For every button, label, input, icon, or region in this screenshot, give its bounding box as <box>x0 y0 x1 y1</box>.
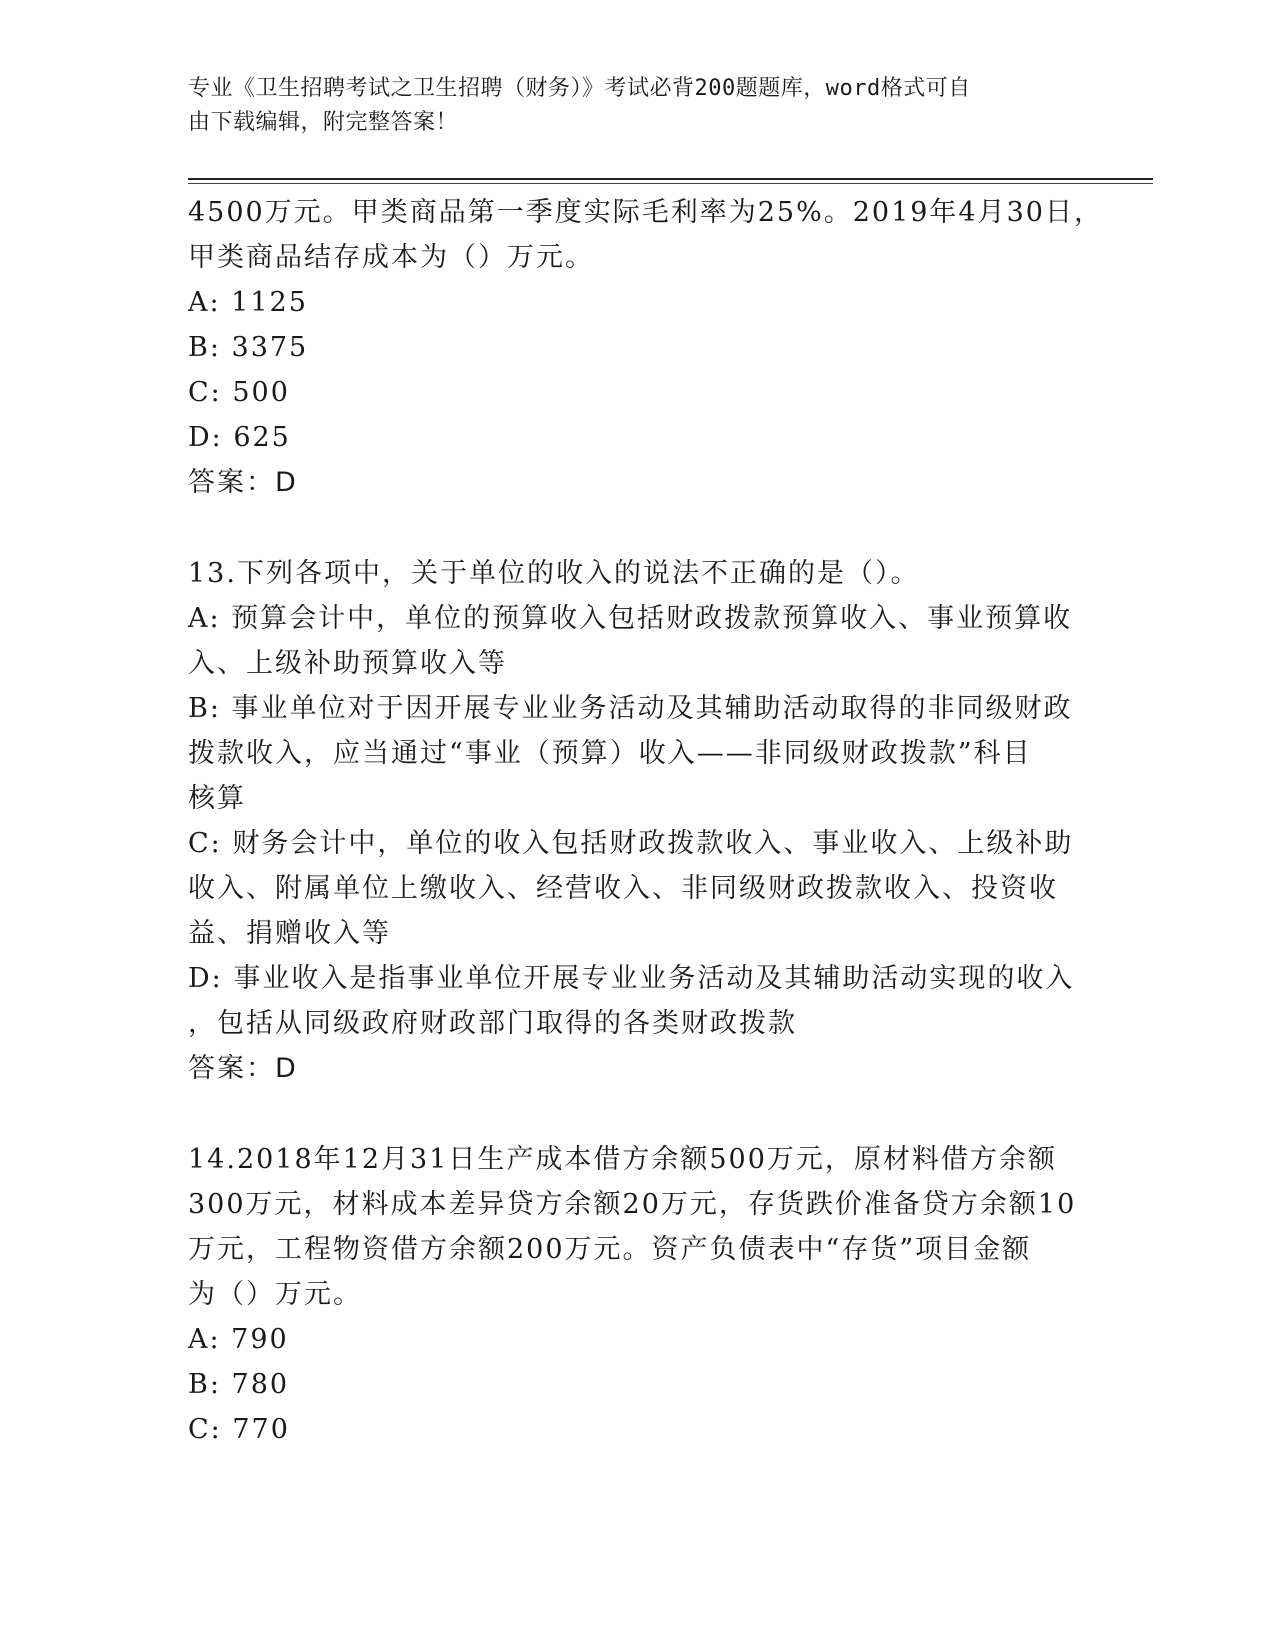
option-c-cont: 收入、附属单位上缴收入、经营收入、非同级财政拨款收入、投资收 <box>188 873 1058 904</box>
answer: 答案：D <box>188 1053 298 1084</box>
option-a: A: 1125 <box>188 287 308 318</box>
option-c: C: 财务会计中，单位的收入包括财政拨款收入、事业收入、上级补助 <box>188 828 1074 859</box>
header-rule <box>188 178 1153 180</box>
option-c-cont: 益、捐赠收入等 <box>188 918 391 949</box>
option-d: D: 625 <box>188 422 291 453</box>
option-a-cont: 入、上级补助预算收入等 <box>188 648 507 679</box>
header-line: 专业《卫生招聘考试之卫生招聘（财务）》考试必背200题题库，word格式可自 <box>188 76 971 101</box>
question-stem-line: 为（）万元。 <box>188 1279 362 1310</box>
question-stem-line: 4500万元。甲类商品第一季度实际毛利率为25%。2019年4月30日， <box>188 197 1103 228</box>
question-stem-line: 万元，工程物资借方余额200万元。资产负债表中“存货”项目金额 <box>188 1234 1032 1265</box>
option-b: B: 事业单位对于因开展专业业务活动及其辅助活动取得的非同级财政 <box>188 693 1073 724</box>
option-b-cont: 拨款收入，应当通过“事业（预算）收入——非同级财政拨款”科目 <box>188 738 1032 769</box>
option-c: C: 770 <box>188 1414 290 1445</box>
option-a: A: 预算会计中，单位的预算收入包括财政拨款预算收入、事业预算收 <box>188 603 1073 634</box>
question-stem-line: 300万元，材料成本差异贷方余额20万元，存货跌价准备贷方余额10 <box>188 1189 1077 1220</box>
option-a: A: 790 <box>188 1324 289 1355</box>
question-stem-line: 14.2018年12月31日生产成本借方余额500万元，原材料借方余额 <box>188 1144 1057 1175</box>
option-d-cont: ，包括从同级政府财政部门取得的各类财政拨款 <box>188 1008 797 1039</box>
question-14 <box>188 1137 1077 1452</box>
header-rule-thin <box>188 183 1153 184</box>
option-c: C: 500 <box>188 377 290 408</box>
answer: 答案：D <box>188 467 298 498</box>
question-12 <box>188 190 1103 505</box>
question-content <box>188 190 1103 1452</box>
option-b: B: 3375 <box>188 332 309 363</box>
option-b-cont: 核算 <box>188 783 246 814</box>
document-header <box>188 72 1068 140</box>
question-stem-line: 甲类商品结存成本为（）万元。 <box>188 242 594 273</box>
option-d: D: 事业收入是指事业单位开展专业业务活动及其辅助活动实现的收入 <box>188 963 1075 994</box>
question-13 <box>188 551 1075 1091</box>
header-line: 由下载编辑，附完整答案！ <box>188 110 459 135</box>
question-stem-line: 13.下列各项中，关于单位的收入的说法不正确的是（）。 <box>188 558 920 589</box>
option-b: B: 780 <box>188 1369 290 1400</box>
